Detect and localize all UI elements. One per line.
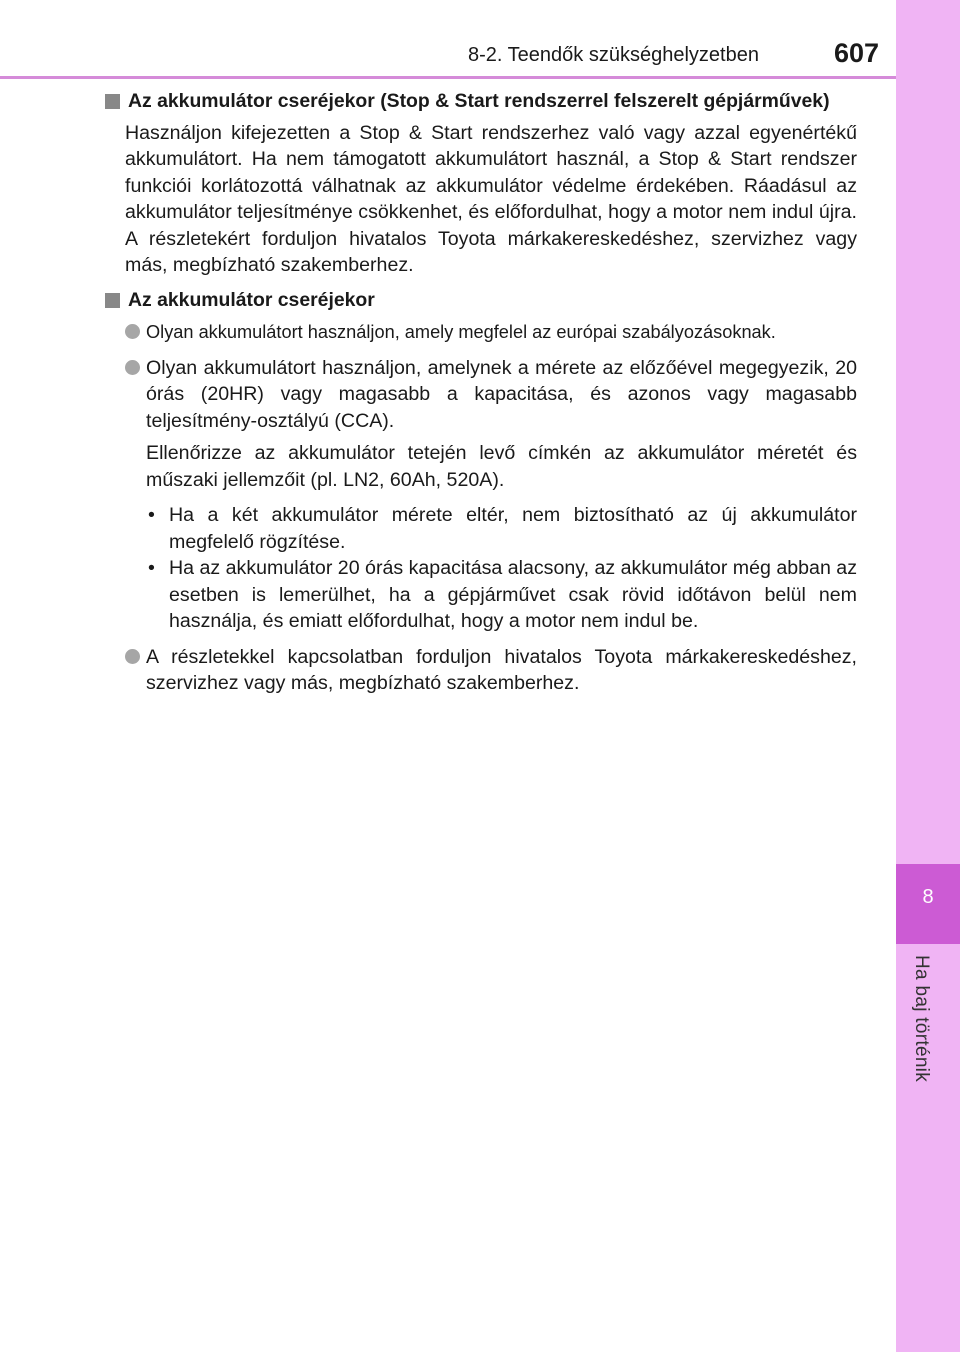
chapter-title: Ha baj történik xyxy=(911,955,932,1083)
square-bullet-icon xyxy=(105,293,120,308)
section-title xyxy=(103,287,857,314)
list-item xyxy=(103,355,857,494)
chapter-number: 8 xyxy=(922,886,934,908)
bullet-mark: • xyxy=(148,504,155,526)
list-item-text: Olyan akkumulátort használjon, amely megfelel az európai szabályozásoknak. xyxy=(146,322,776,342)
section-title-text: Az akkumulátor cseréjekor (Stop & Start rendszerrel felszerelt gépjárművek) xyxy=(128,90,830,112)
header-rule xyxy=(0,76,896,79)
section-header: 8-2. Teendők szükséghelyzetben xyxy=(468,44,759,66)
section-body: Használjon kifejezetten a Stop & Start rendszerhez való vagy azzal egyenértékű akkumulátort. Ha nem támogatott akkumulátort használ, a Stop & Start rendszer funkciói korlátozottá válhatnak az akkumulátor védelme érdekében. Ráadásul az akkumulátor teljesítménye csökkenhet, és előfordulhat, hogy a motor nem indul újra. A részletekért forduljon hivatalos Toyota márkakereskedéshez, szervizhez vagy más, megbízható szakemberhez. xyxy=(125,121,857,276)
circle-bullet-icon xyxy=(125,360,140,375)
sub-list-item xyxy=(103,502,857,555)
square-bullet-icon xyxy=(105,94,120,109)
section-title-text: Az akkumulátor cseréjekor xyxy=(128,288,375,311)
circle-bullet-icon xyxy=(125,324,140,339)
bullet-mark: • xyxy=(148,557,155,579)
note-paragraph: Ellenőrizze az akkumulátor tetején levő címkén az akkumulátor méretét és műszaki jellemzőit (pl. LN2, 60Ah, 520A). xyxy=(146,442,857,491)
sub-list xyxy=(103,502,857,635)
list-item-text: Olyan akkumulátort használjon, amelynek a mérete az előzőével megegyezik, 20 órás (20HR) vagy magasabb a kapacitása, és azonos vagy magasabb teljesítmény-osztályú (CCA). xyxy=(146,356,857,432)
sub-list-item xyxy=(103,555,857,635)
section-title xyxy=(103,88,857,115)
page-content xyxy=(103,88,857,706)
list-item xyxy=(103,319,857,346)
sub-list-item-text: Ha az akkumulátor 20 órás kapacitása alacsony, az akkumulátor még abban az esetben is lemerülhet, ha a gépjárművet csak rövid időtávon belül nem használja, és emiatt előfordulhat, hogy a motor nem indul be. xyxy=(169,557,857,632)
sub-list-item-text: Ha a két akkumulátor mérete eltér, nem biztosítható az új akkumulátor megfelelő rögzítése. xyxy=(169,504,857,553)
page-number: 607 xyxy=(834,38,880,68)
side-tab xyxy=(896,0,960,1352)
list-item xyxy=(103,644,857,697)
list-item-text: A részletekkel kapcsolatban forduljon hivatalos Toyota márkakereskedéshez, szervizhez vagy más, megbízható szakemberhez. xyxy=(146,645,857,694)
circle-bullet-icon xyxy=(125,649,140,664)
